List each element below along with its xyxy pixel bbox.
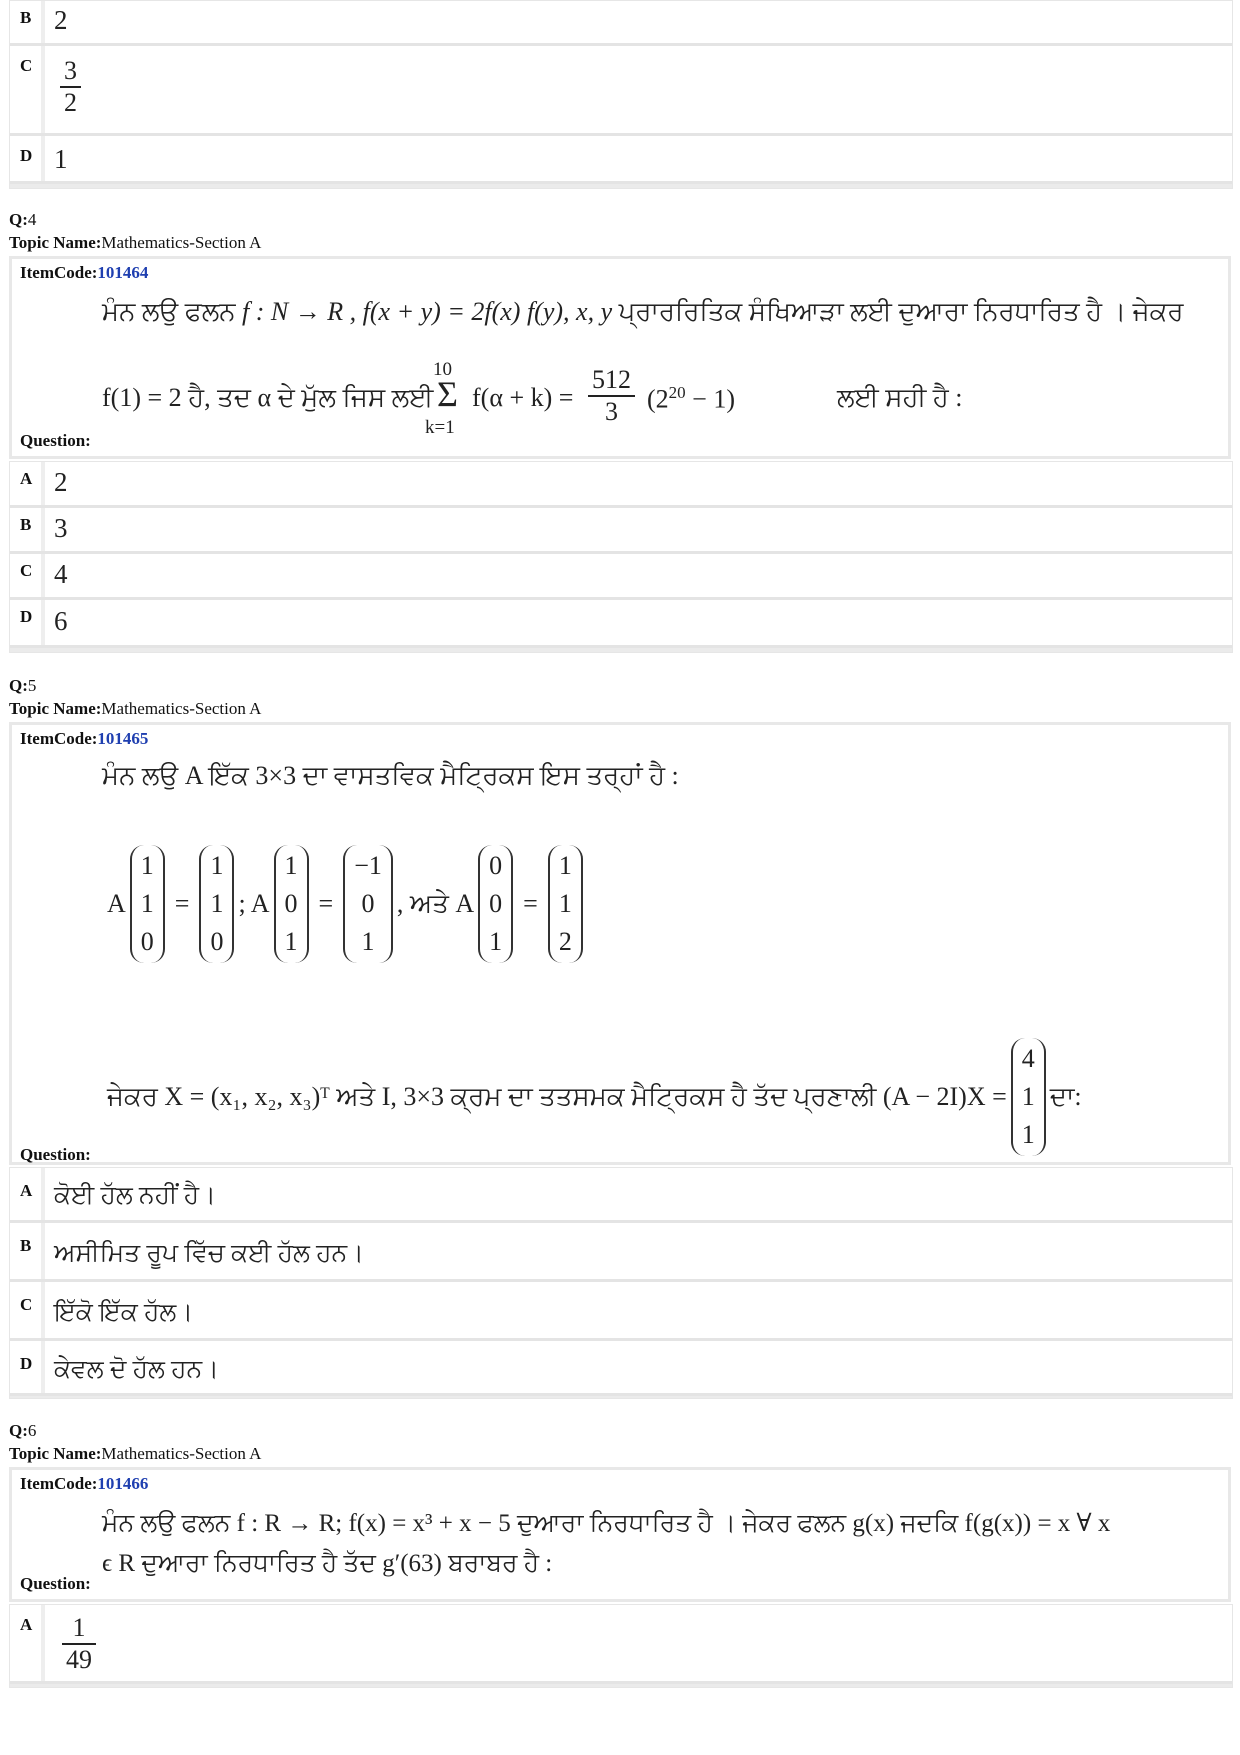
question-line-1: ਮੰਨ ਲਉ A ਇੱਕ 3×3 ਦਾ ਵਾਸਤਵਿਕ ਮੈਟ੍ਰਿਕਸ ਇਸ ਤਰ੍ਹਾਂ ਹੈ : <box>102 761 679 790</box>
question-box <box>9 1467 1231 1602</box>
q3-options <box>9 0 1233 189</box>
matrix: 1 0 1 <box>274 845 309 963</box>
option-row[interactable] <box>10 1341 1232 1396</box>
option-value: 6 <box>54 606 68 636</box>
matrix: 1 1 0 <box>130 845 165 963</box>
question-number: Q:4 <box>9 210 37 229</box>
sum-lower: k=1 <box>425 417 455 438</box>
option-value: 3 <box>54 513 68 543</box>
question-box <box>9 722 1231 1165</box>
option-letter: A <box>20 469 33 488</box>
q6-options <box>9 1604 1233 1688</box>
question-line-1: ਮੰਨ ਲਉ ਫਲਨ f : N → R , f(x + y) = 2f(x) f(y), x, y ਪ੍ਰਾਰਰਿਤਿਕ ਸੰਖਿਆੜਾ ਲਈ ਦੁਆਰਾ ਨਿਰਧਾਰਿਤ ਹੈ । ਜੇਕਰ <box>102 297 1184 326</box>
question-number: Q:6 <box>9 1421 37 1440</box>
option-value: 2 <box>54 5 68 35</box>
question-label: Question: <box>20 1574 91 1593</box>
option-value: ਇੱਕੋ ਇੱਕ ਹੱਲ। <box>54 1299 194 1326</box>
option-row[interactable] <box>10 1168 1232 1223</box>
question-line-1: ਮੰਨ ਲਉ ਫਲਨ f : R → R; f(x) = x³ + x − 5 ਦੁਆਰਾ ਨਿਰਧਾਰਿਤ ਹੈ । ਜੇਕਰ ਫਲਨ g(x) ਜਦਕਿ f(g(x)) = x ∀ x <box>102 1510 1111 1537</box>
matrix: 1 1 2 <box>548 845 583 963</box>
option-letter: C <box>20 1295 33 1314</box>
option-letter: C <box>20 561 33 580</box>
matrix: 0 0 1 <box>478 845 513 963</box>
topic-name: Topic Name:Mathematics-Section A <box>9 699 262 718</box>
option-row[interactable] <box>10 1605 1232 1684</box>
option-letter: C <box>20 56 33 75</box>
matrix-equations: A 1 1 0 = 1 1 0 ; A 1 0 1 = −1 0 1 , ਅਤੇ A 0 0 1 = 1 1 2 <box>107 845 587 963</box>
question-box: ItemCode:101464 ਮੰਨ ਲਉ ਫਲਨ f : N → R , f(x + y) = 2f(x) f(y), x, y ਪ੍ਰਾਰਰਿਤਿਕ ਸੰਖਿਆੜਾ ਲਈ ਦੁਆਰਾ ਨਿਰਧਾਰਿਤ ਹੈ । ਜੇਕਰ f(1) = 2 ਹੈ, ਤਦ α ਦੇ ਮੁੱਲ ਜਿਸ ਲਈ 10 Σ k=1 f(α + k) = $\frac{512}{3}$ $(2^{20} - 1)$ ਲਈ ਸਹੀ ਹੈ : Question: <box>9 256 1231 459</box>
option-value: ਅਸੀਮਿਤ ਰੂਪ ਵਿੱਚ ਕਈ ਹੱਲ ਹਨ। <box>54 1240 364 1267</box>
option-letter: B <box>20 1236 32 1255</box>
option-row[interactable] <box>10 136 1232 184</box>
option-row[interactable] <box>10 46 1232 136</box>
option-value: 1 <box>54 144 68 174</box>
option-letter: B <box>20 8 32 27</box>
question-line-3: ਜੇਕਰ X = (x₁, x₂, x₃)ᵀ ਅਤੇ I, 3×3 ਕ੍ਰਮ ਦਾ ਤਤਸਮਕ ਮੈਟ੍ਰਿਕਸ ਹੈ ਤੱਦ ਪ੍ਰਣਾਲੀ (A − 2I)X = 4 1 1 ਦਾ: <box>107 1038 1082 1156</box>
option-row[interactable] <box>10 462 1232 508</box>
option-letter: D <box>20 1354 33 1373</box>
q5-options <box>9 1167 1233 1399</box>
matrix: 1 1 0 <box>199 845 234 963</box>
option-value: ਕੇਵਲ ਦੋ ਹੱਲ ਹਨ। <box>54 1356 219 1383</box>
q4-options <box>9 461 1233 653</box>
question-label: Question: <box>20 431 91 450</box>
option-letter: D <box>20 607 33 626</box>
option-fraction: $\frac{3}{2}$ <box>60 56 81 118</box>
fraction: $\frac{512}{3}$ <box>588 365 635 427</box>
question-number: Q:5 <box>9 676 37 695</box>
matrix: 4 1 1 <box>1011 1038 1046 1156</box>
option-fraction: $\frac{1}{49}$ <box>62 1613 96 1675</box>
option-letter: A <box>20 1615 33 1634</box>
option-row[interactable] <box>10 554 1232 600</box>
item-code: ItemCode:101465 <box>20 729 149 748</box>
matrix: −1 0 1 <box>343 845 393 963</box>
option-row[interactable] <box>10 1 1232 46</box>
item-code: ItemCode:101464 <box>20 263 149 282</box>
option-value: 4 <box>54 559 68 589</box>
option-letter: B <box>20 515 32 534</box>
topic-name: Topic Name:Mathematics-Section A <box>9 233 262 252</box>
option-value: 2 <box>54 467 68 497</box>
option-row[interactable] <box>10 1282 1232 1341</box>
sum-upper: 10 <box>433 359 452 380</box>
option-row[interactable] <box>10 508 1232 554</box>
sigma-icon: Σ <box>437 374 458 414</box>
option-letter: D <box>20 146 33 165</box>
option-letter: A <box>20 1181 33 1200</box>
option-value: ਕੋਈ ਹੱਲ ਨਹੀਂ ਹੈ। <box>54 1182 216 1209</box>
option-row[interactable] <box>10 600 1232 648</box>
question-line-2: ϵ R ਦੁਆਰਾ ਨਿਰਧਾਰਿਤ ਹੈ ਤੱਦ g′(63) ਬਰਾਬਰ ਹੈ : <box>102 1550 553 1577</box>
option-row[interactable] <box>10 1223 1232 1282</box>
question-label: Question: <box>20 1145 91 1164</box>
item-code: ItemCode:101466 <box>20 1474 149 1493</box>
topic-name: Topic Name:Mathematics-Section A <box>9 1444 262 1463</box>
